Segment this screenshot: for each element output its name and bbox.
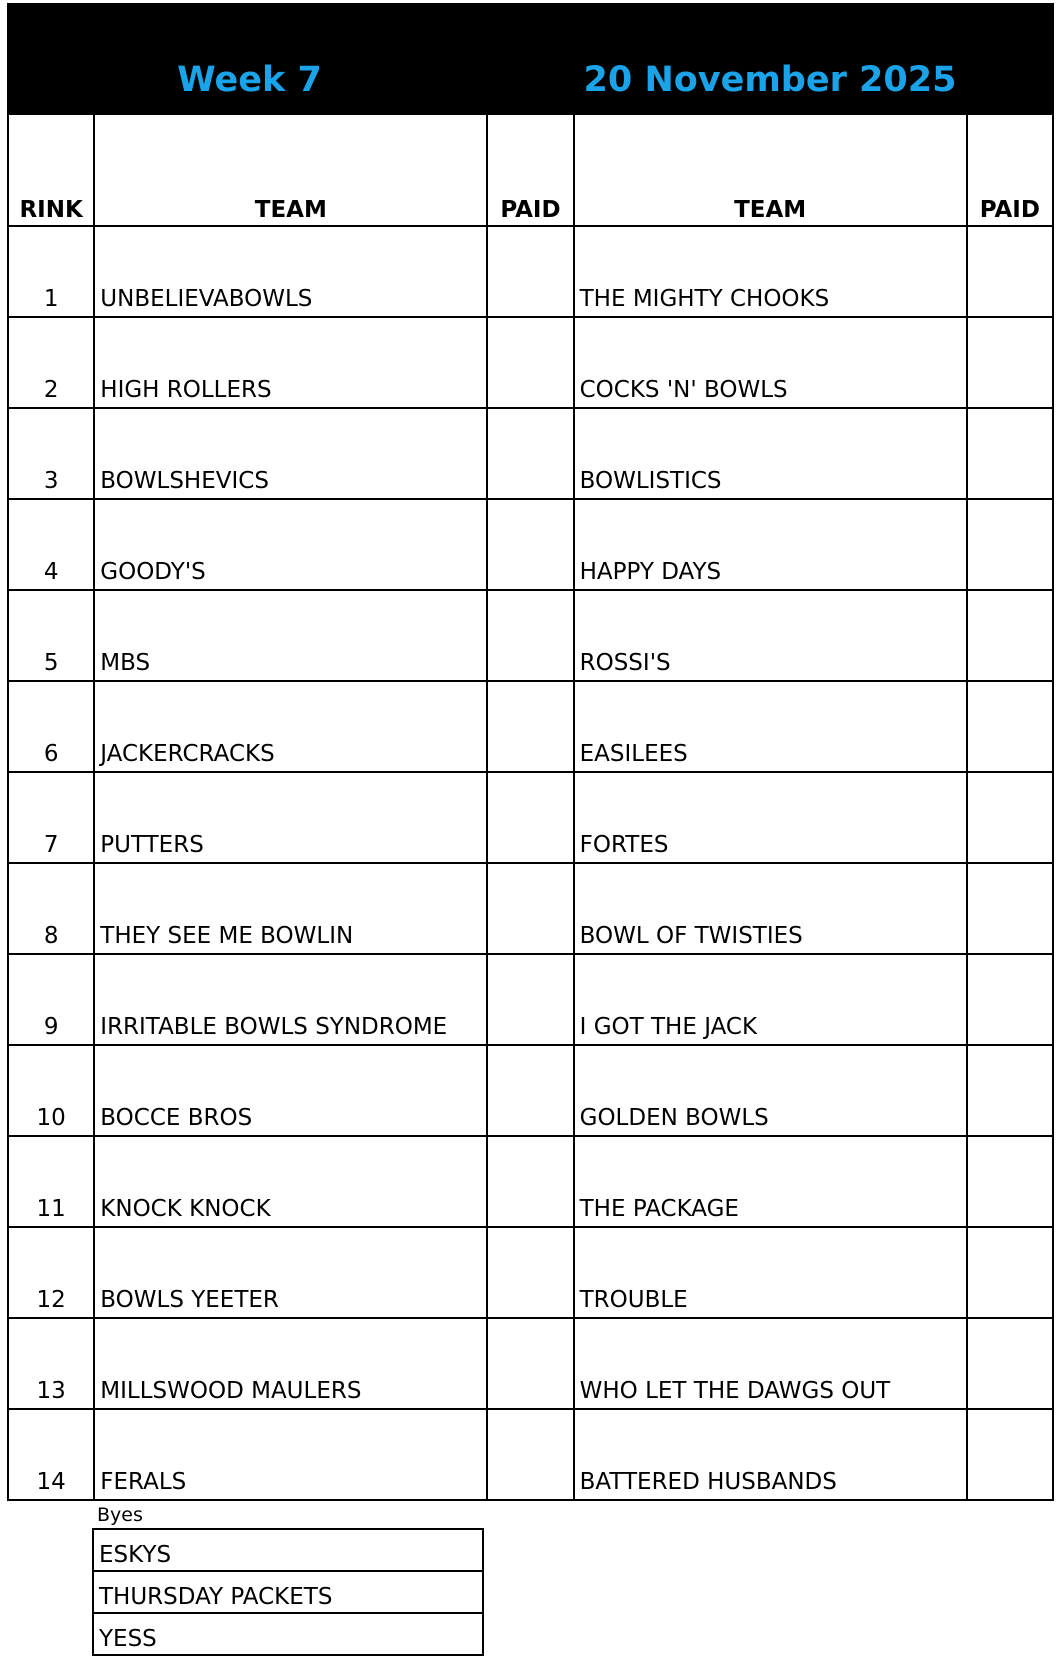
table-row — [8, 590, 1053, 681]
table-row — [8, 1227, 1053, 1318]
bye-team: ESKYS — [93, 1529, 483, 1571]
byes-label: Byes — [97, 1504, 143, 1526]
paid-cell-left — [487, 1136, 573, 1227]
paid-cell-right — [967, 1409, 1053, 1500]
bye-row — [93, 1571, 483, 1613]
date-title: 20 November 2025 — [583, 60, 957, 100]
table-row — [8, 1136, 1053, 1227]
paid-cell-left — [487, 1318, 573, 1409]
paid-cell-left — [487, 1227, 573, 1318]
table-row — [8, 772, 1053, 863]
paid-cell-right — [967, 954, 1053, 1045]
table-row — [8, 681, 1053, 772]
team-a-name: PUTTERS — [94, 772, 487, 863]
header-banner — [7, 3, 1054, 113]
paid-cell-right — [967, 681, 1053, 772]
team-a-name: THEY SEE ME BOWLIN — [94, 863, 487, 954]
team-a-name: MILLSWOOD MAULERS — [94, 1318, 487, 1409]
team-a-name: JACKERCRACKS — [94, 681, 487, 772]
team-b-name: ROSSI'S — [574, 590, 967, 681]
team-a-name: FERALS — [94, 1409, 487, 1500]
table-row — [8, 226, 1053, 317]
paid-cell-right — [967, 1045, 1053, 1136]
week-title: Week 7 — [177, 60, 322, 100]
team-b-name: COCKS 'N' BOWLS — [574, 317, 967, 408]
paid-cell-left — [487, 408, 573, 499]
bye-team: THURSDAY PACKETS — [93, 1571, 483, 1613]
table-row — [8, 499, 1053, 590]
team-a-name: GOODY'S — [94, 499, 487, 590]
team-b-name: THE MIGHTY CHOOKS — [574, 226, 967, 317]
paid-cell-right — [967, 1318, 1053, 1409]
paid-cell-left — [487, 590, 573, 681]
fixture-table — [7, 113, 1054, 1501]
table-row — [8, 1045, 1053, 1136]
paid-cell-right — [967, 317, 1053, 408]
team-b-name: BOWLISTICS — [574, 408, 967, 499]
bye-row — [93, 1529, 483, 1571]
team-a-name: IRRITABLE BOWLS SYNDROME — [94, 954, 487, 1045]
table-row — [8, 863, 1053, 954]
fixture-sheet — [7, 3, 1054, 1501]
rink-number: 13 — [8, 1318, 94, 1409]
paid-cell-left — [487, 863, 573, 954]
team-a-name: UNBELIEVABOWLS — [94, 226, 487, 317]
bye-team: YESS — [93, 1613, 483, 1655]
paid-cell-left — [487, 1045, 573, 1136]
column-header-team-left: TEAM — [94, 114, 487, 226]
column-header-team-right: TEAM — [574, 114, 967, 226]
table-row — [8, 408, 1053, 499]
column-header-paid-left: PAID — [487, 114, 573, 226]
paid-cell-left — [487, 1409, 573, 1500]
table-row — [8, 317, 1053, 408]
column-header-paid-right: PAID — [967, 114, 1053, 226]
table-row — [8, 1318, 1053, 1409]
team-b-name: FORTES — [574, 772, 967, 863]
paid-cell-right — [967, 408, 1053, 499]
rink-number: 10 — [8, 1045, 94, 1136]
table-row — [8, 1409, 1053, 1500]
header-row — [8, 114, 1053, 226]
team-b-name: GOLDEN BOWLS — [574, 1045, 967, 1136]
paid-cell-left — [487, 681, 573, 772]
rink-number: 2 — [8, 317, 94, 408]
team-a-name: BOWLSHEVICS — [94, 408, 487, 499]
team-b-name: BATTERED HUSBANDS — [574, 1409, 967, 1500]
paid-cell-left — [487, 317, 573, 408]
paid-cell-right — [967, 1136, 1053, 1227]
team-b-name: WHO LET THE DAWGS OUT — [574, 1318, 967, 1409]
paid-cell-left — [487, 226, 573, 317]
paid-cell-left — [487, 954, 573, 1045]
rink-number: 9 — [8, 954, 94, 1045]
column-header-rink: RINK — [8, 114, 94, 226]
byes-section — [92, 1502, 484, 1656]
team-a-name: HIGH ROLLERS — [94, 317, 487, 408]
paid-cell-right — [967, 590, 1053, 681]
paid-cell-right — [967, 863, 1053, 954]
rink-number: 1 — [8, 226, 94, 317]
byes-table — [92, 1528, 484, 1656]
team-b-name: EASILEES — [574, 681, 967, 772]
rink-number: 5 — [8, 590, 94, 681]
team-b-name: I GOT THE JACK — [574, 954, 967, 1045]
rink-number: 8 — [8, 863, 94, 954]
rink-number: 14 — [8, 1409, 94, 1500]
paid-cell-right — [967, 499, 1053, 590]
paid-cell-right — [967, 226, 1053, 317]
table-row — [8, 954, 1053, 1045]
rink-number: 3 — [8, 408, 94, 499]
team-a-name: BOWLS YEETER — [94, 1227, 487, 1318]
paid-cell-left — [487, 772, 573, 863]
paid-cell-right — [967, 1227, 1053, 1318]
rink-number: 12 — [8, 1227, 94, 1318]
rink-number: 4 — [8, 499, 94, 590]
paid-cell-left — [487, 499, 573, 590]
team-b-name: HAPPY DAYS — [574, 499, 967, 590]
rink-number: 7 — [8, 772, 94, 863]
rink-number: 6 — [8, 681, 94, 772]
team-b-name: TROUBLE — [574, 1227, 967, 1318]
team-a-name: KNOCK KNOCK — [94, 1136, 487, 1227]
team-b-name: THE PACKAGE — [574, 1136, 967, 1227]
team-a-name: BOCCE BROS — [94, 1045, 487, 1136]
team-a-name: MBS — [94, 590, 487, 681]
rink-number: 11 — [8, 1136, 94, 1227]
team-b-name: BOWL OF TWISTIES — [574, 863, 967, 954]
paid-cell-right — [967, 772, 1053, 863]
bye-row — [93, 1613, 483, 1655]
